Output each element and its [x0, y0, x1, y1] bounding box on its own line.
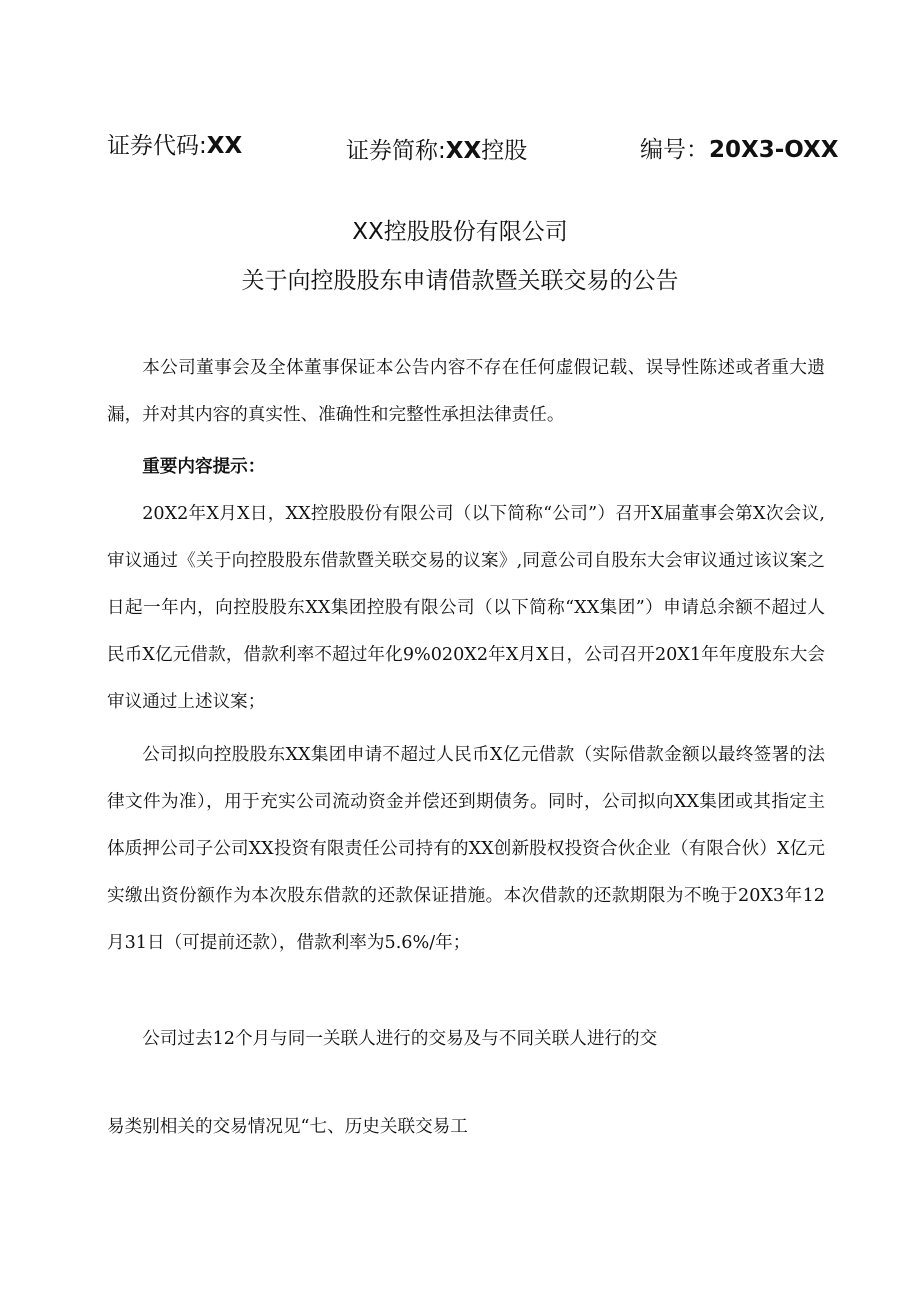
security-code-label: 证券代码: — [107, 133, 207, 159]
security-abbreviation-value: XX — [445, 138, 482, 164]
security-abbreviation-suffix: 控股 — [481, 138, 528, 164]
highlights-heading: 重要内容提示： — [142, 456, 266, 477]
announcement-number — [640, 135, 840, 165]
paragraph-board-meeting: 20X2年X月X日，XX控股股份有限公司（以下简称“公司”）召开X届董事会第X次会议,审议通过《关于向控股股东借款暨关联交易的议案》,同意公司自股东大会审议通过该议案之日起一年内，向控股股东XX集团控股有限公司（以下简称“XX集团”）申请总余额不超过人民币X亿元借款，借款利率不超过年化9%020X2年X月X日，公司召开20X1年年度股东大会审议通过上述议案； — [107, 504, 825, 712]
security-code-value: XX — [206, 133, 243, 159]
security-abbreviation-label: 证券简称: — [346, 138, 446, 164]
security-abbreviation — [346, 135, 527, 167]
paragraph-loan-details: 公司拟向控股股东XX集团申请不超过人民币X亿元借款（实际借款金额以最终签署的法律文件为准），用于充实公司流动资金并偿还到期债务。同时，公司拟向XX集团或其指定主体质押公司子公司XX投资有限责任公司持有的XX创新股权投资合伙企业（有限合伙）X亿元实缴出资份额作为本次股东借款的还款保证措施。本次借款的还款期限为不晚于20X3年12月31日（可提前还款），借款利率为5.6%/年； — [107, 745, 825, 953]
announcement-number-value: 20X3-OXX — [709, 137, 839, 163]
company-title: XX控股股份有限公司 — [352, 219, 568, 245]
paragraph-related-transactions-continued: 易类别相关的交易情况见“七、历史关联交易工 — [107, 1117, 468, 1137]
announcement-title: 关于向控股股东申请借款暨关联交易的公告 — [241, 268, 679, 294]
announcement-number-label: 编号： — [640, 137, 709, 163]
board-statement: 本公司董事会及全体董事保证本公告内容不存在任何虚假记载、误导性陈述或者重大遗漏，并对其内容的真实性、准确性和完整性承担法律责任。 — [107, 358, 825, 425]
paragraph-related-transactions: 公司过去12个月与同一关联人进行的交易及与不同关联人进行的交 — [142, 1029, 658, 1049]
security-code — [107, 130, 242, 162]
